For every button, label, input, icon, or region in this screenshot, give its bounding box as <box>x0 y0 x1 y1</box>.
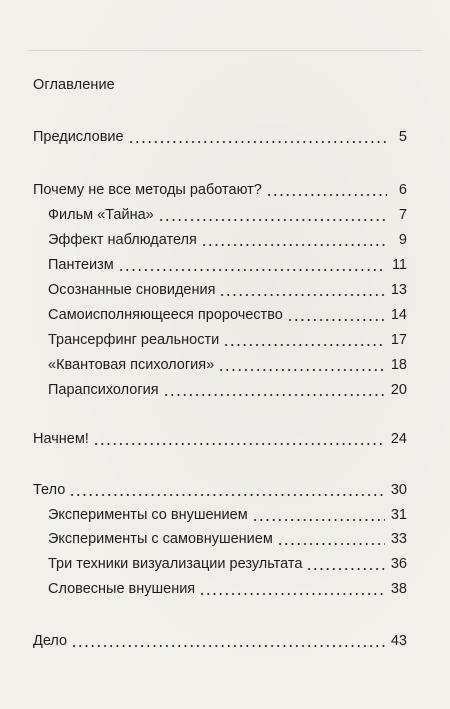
toc-entry <box>48 306 407 324</box>
toc-entry-label: Эффект наблюдателя <box>48 232 197 248</box>
toc-entry-label: Начнем! <box>33 431 89 447</box>
dot-leader <box>128 141 387 143</box>
toc-entry <box>33 430 407 448</box>
toc-entry-label: Словесные внушения <box>48 581 196 597</box>
dot-leader <box>201 244 387 246</box>
toc-entry-label: Предисловие <box>33 129 124 145</box>
toc-entry <box>33 481 407 499</box>
toc-entry-page: 31 <box>390 507 407 523</box>
toc-entry-page: 11 <box>391 257 407 273</box>
dot-leader <box>69 494 385 496</box>
toc-entry-page: 9 <box>398 232 407 248</box>
dot-leader <box>252 519 385 521</box>
toc-entry <box>33 181 407 199</box>
toc-entry <box>33 128 407 146</box>
dot-leader <box>71 645 385 647</box>
toc-entry <box>48 555 407 573</box>
toc-entry-label: «Квантовая психология» <box>48 357 215 373</box>
dot-leader <box>219 294 384 296</box>
toc-entry <box>48 356 407 374</box>
toc-entry-page: 13 <box>390 282 407 298</box>
dot-leader <box>118 269 386 271</box>
toc-entry-label: Эксперименты со внушением <box>48 507 248 523</box>
toc-entry-page: 43 <box>390 633 407 649</box>
toc-entry-page: 14 <box>390 307 407 323</box>
toc-entry <box>48 206 407 224</box>
toc-entry-page: 38 <box>390 581 407 597</box>
dot-leader <box>199 593 385 595</box>
toc-entry <box>48 231 407 249</box>
header-divider <box>28 50 423 51</box>
dot-leader <box>277 543 385 545</box>
toc-entry-label: Фильм «Тайна» <box>48 207 154 223</box>
toc-entry-label: Трансерфинг реальности <box>48 332 220 348</box>
toc-entry-page: 33 <box>390 531 407 547</box>
toc-entry-page: 6 <box>398 182 407 198</box>
toc-entry <box>48 331 407 349</box>
toc-entry-page: 18 <box>390 357 407 373</box>
toc-title: Оглавление <box>33 77 115 93</box>
toc-entry-page: 36 <box>390 556 407 572</box>
toc-entry <box>48 256 407 274</box>
toc-entry-label: Эксперименты с самовнушением <box>48 531 273 547</box>
toc-entry-page: 7 <box>398 207 407 223</box>
toc-entry-label: Дело <box>33 633 68 649</box>
toc-entry <box>48 281 407 299</box>
toc-entry-label: Парапсихология <box>48 382 159 398</box>
toc-entry-page: 5 <box>398 129 407 145</box>
dot-leader <box>223 344 385 346</box>
dot-leader <box>158 219 387 221</box>
toc-entry <box>48 530 407 548</box>
toc-entry-label: Три техники визуализации результата <box>48 556 303 572</box>
dot-leader <box>306 568 384 570</box>
toc-entry-page: 17 <box>390 332 407 348</box>
toc-entry <box>48 506 407 524</box>
toc-entry-page: 30 <box>390 482 407 498</box>
toc-entry-page: 24 <box>390 431 407 447</box>
toc-entry-label: Тело <box>33 482 66 498</box>
dot-leader <box>287 319 385 321</box>
toc-entry-label: Пантеизм <box>48 257 114 273</box>
toc-entry-label: Самоисполняющееся пророчество <box>48 307 283 323</box>
dot-leader <box>266 194 387 196</box>
toc-entry <box>48 580 407 598</box>
dot-leader <box>163 394 385 396</box>
dot-leader <box>218 369 385 371</box>
toc-entry-label: Почему не все методы работают? <box>33 182 262 198</box>
toc-entry <box>33 632 407 650</box>
toc-entry-label: Осознанные сновидения <box>48 282 216 298</box>
dot-leader <box>93 443 385 445</box>
toc-entry-page: 20 <box>390 382 407 398</box>
toc-entry <box>48 381 407 399</box>
